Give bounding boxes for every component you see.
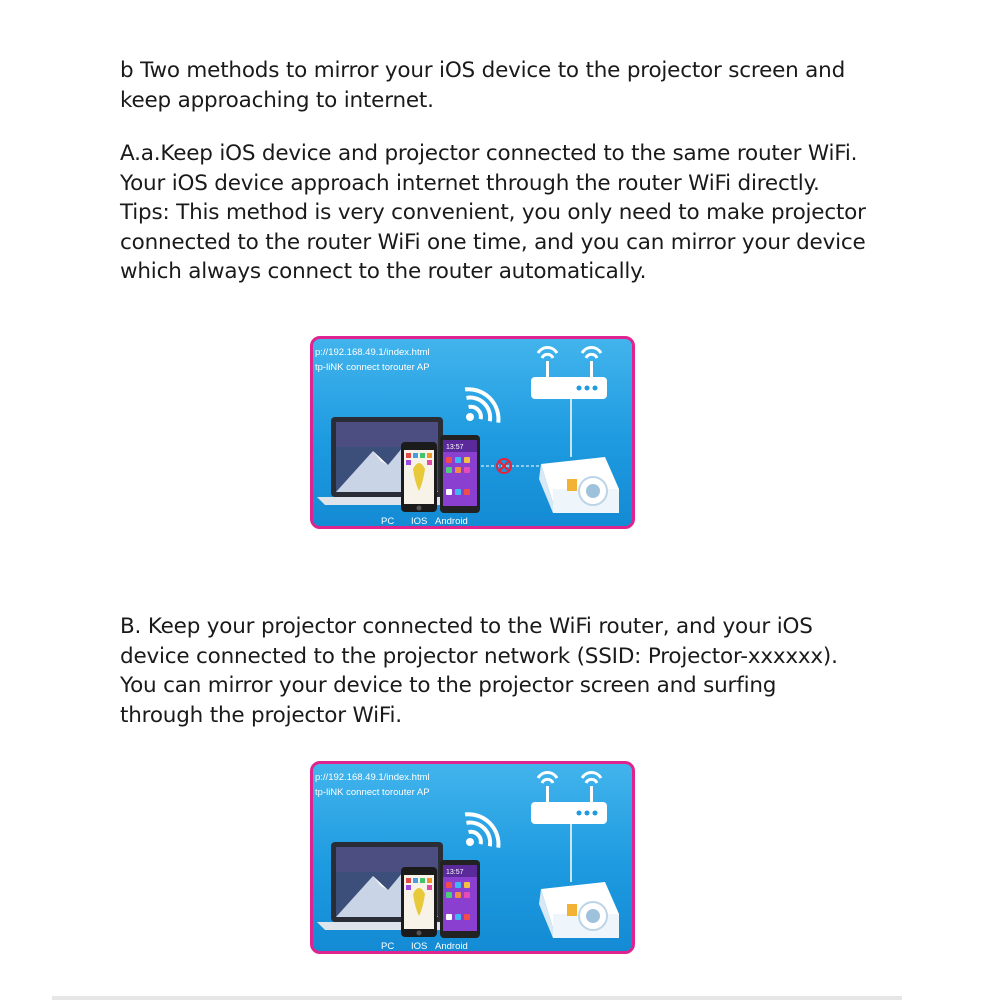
method-a-line: A.a.Keep iOS device and projector connected to the same router WiFi. xyxy=(120,141,858,166)
method-a-line: connected to the router WiFi one time, and you can mirror your device xyxy=(120,229,866,255)
projector-icon xyxy=(539,882,619,938)
android-label: Android xyxy=(435,941,468,952)
method-b-line: through the projector WiFi. xyxy=(120,702,402,728)
intro-line: b Two methods to mirror your iOS device to the projector screen and xyxy=(120,58,846,83)
android-time: 13:57 xyxy=(446,444,464,451)
android-time: 13:57 xyxy=(446,869,464,876)
method-a-line: Tips: This method is very convenient, you only need to make projector xyxy=(120,200,866,225)
ios-label: IOS xyxy=(411,516,428,527)
intro-line: keep approaching to internet. xyxy=(120,87,434,113)
ios-label: IOS xyxy=(411,941,428,952)
method-a-line: Your iOS device approach internet through the router WiFi directly. xyxy=(120,170,820,196)
bottom-divider xyxy=(52,996,902,1000)
wifi-signal-icon xyxy=(465,381,506,422)
method-b-paragraph xyxy=(120,612,920,730)
method-b-line: device connected to the projector network (SSID: Projector-xxxxxx). xyxy=(120,643,838,669)
ios-phone-icon xyxy=(401,867,437,937)
ios-phone-icon xyxy=(401,442,437,512)
android-phone-icon xyxy=(440,435,480,513)
pc-label: PC xyxy=(381,516,395,527)
projector-icon xyxy=(539,457,619,513)
method-b-line: You can mirror your device to the projector screen and surfing xyxy=(120,673,777,698)
method-b-line: B. Keep your projector connected to the WiFi router, and your iOS xyxy=(120,614,813,639)
wifi-signal-icon xyxy=(465,806,506,847)
android-label: Android xyxy=(435,516,468,527)
android-phone-icon xyxy=(440,860,480,938)
url-label: p://192.168.49.1/index.html xyxy=(315,347,430,358)
router-icon xyxy=(531,773,607,824)
url-label: p://192.168.49.1/index.html xyxy=(315,772,430,783)
intro-paragraph xyxy=(120,56,920,115)
method-a-line: which always connect to the router automatically. xyxy=(120,259,647,284)
connection-diagram-b xyxy=(310,761,635,954)
connect-label: tp-liNK connect torouter AP xyxy=(315,362,430,373)
method-a-paragraph xyxy=(120,139,920,287)
router-icon xyxy=(531,348,607,399)
connect-label: tp-liNK connect torouter AP xyxy=(315,787,430,798)
connection-diagram-a xyxy=(310,336,635,529)
pc-label: PC xyxy=(381,941,395,952)
